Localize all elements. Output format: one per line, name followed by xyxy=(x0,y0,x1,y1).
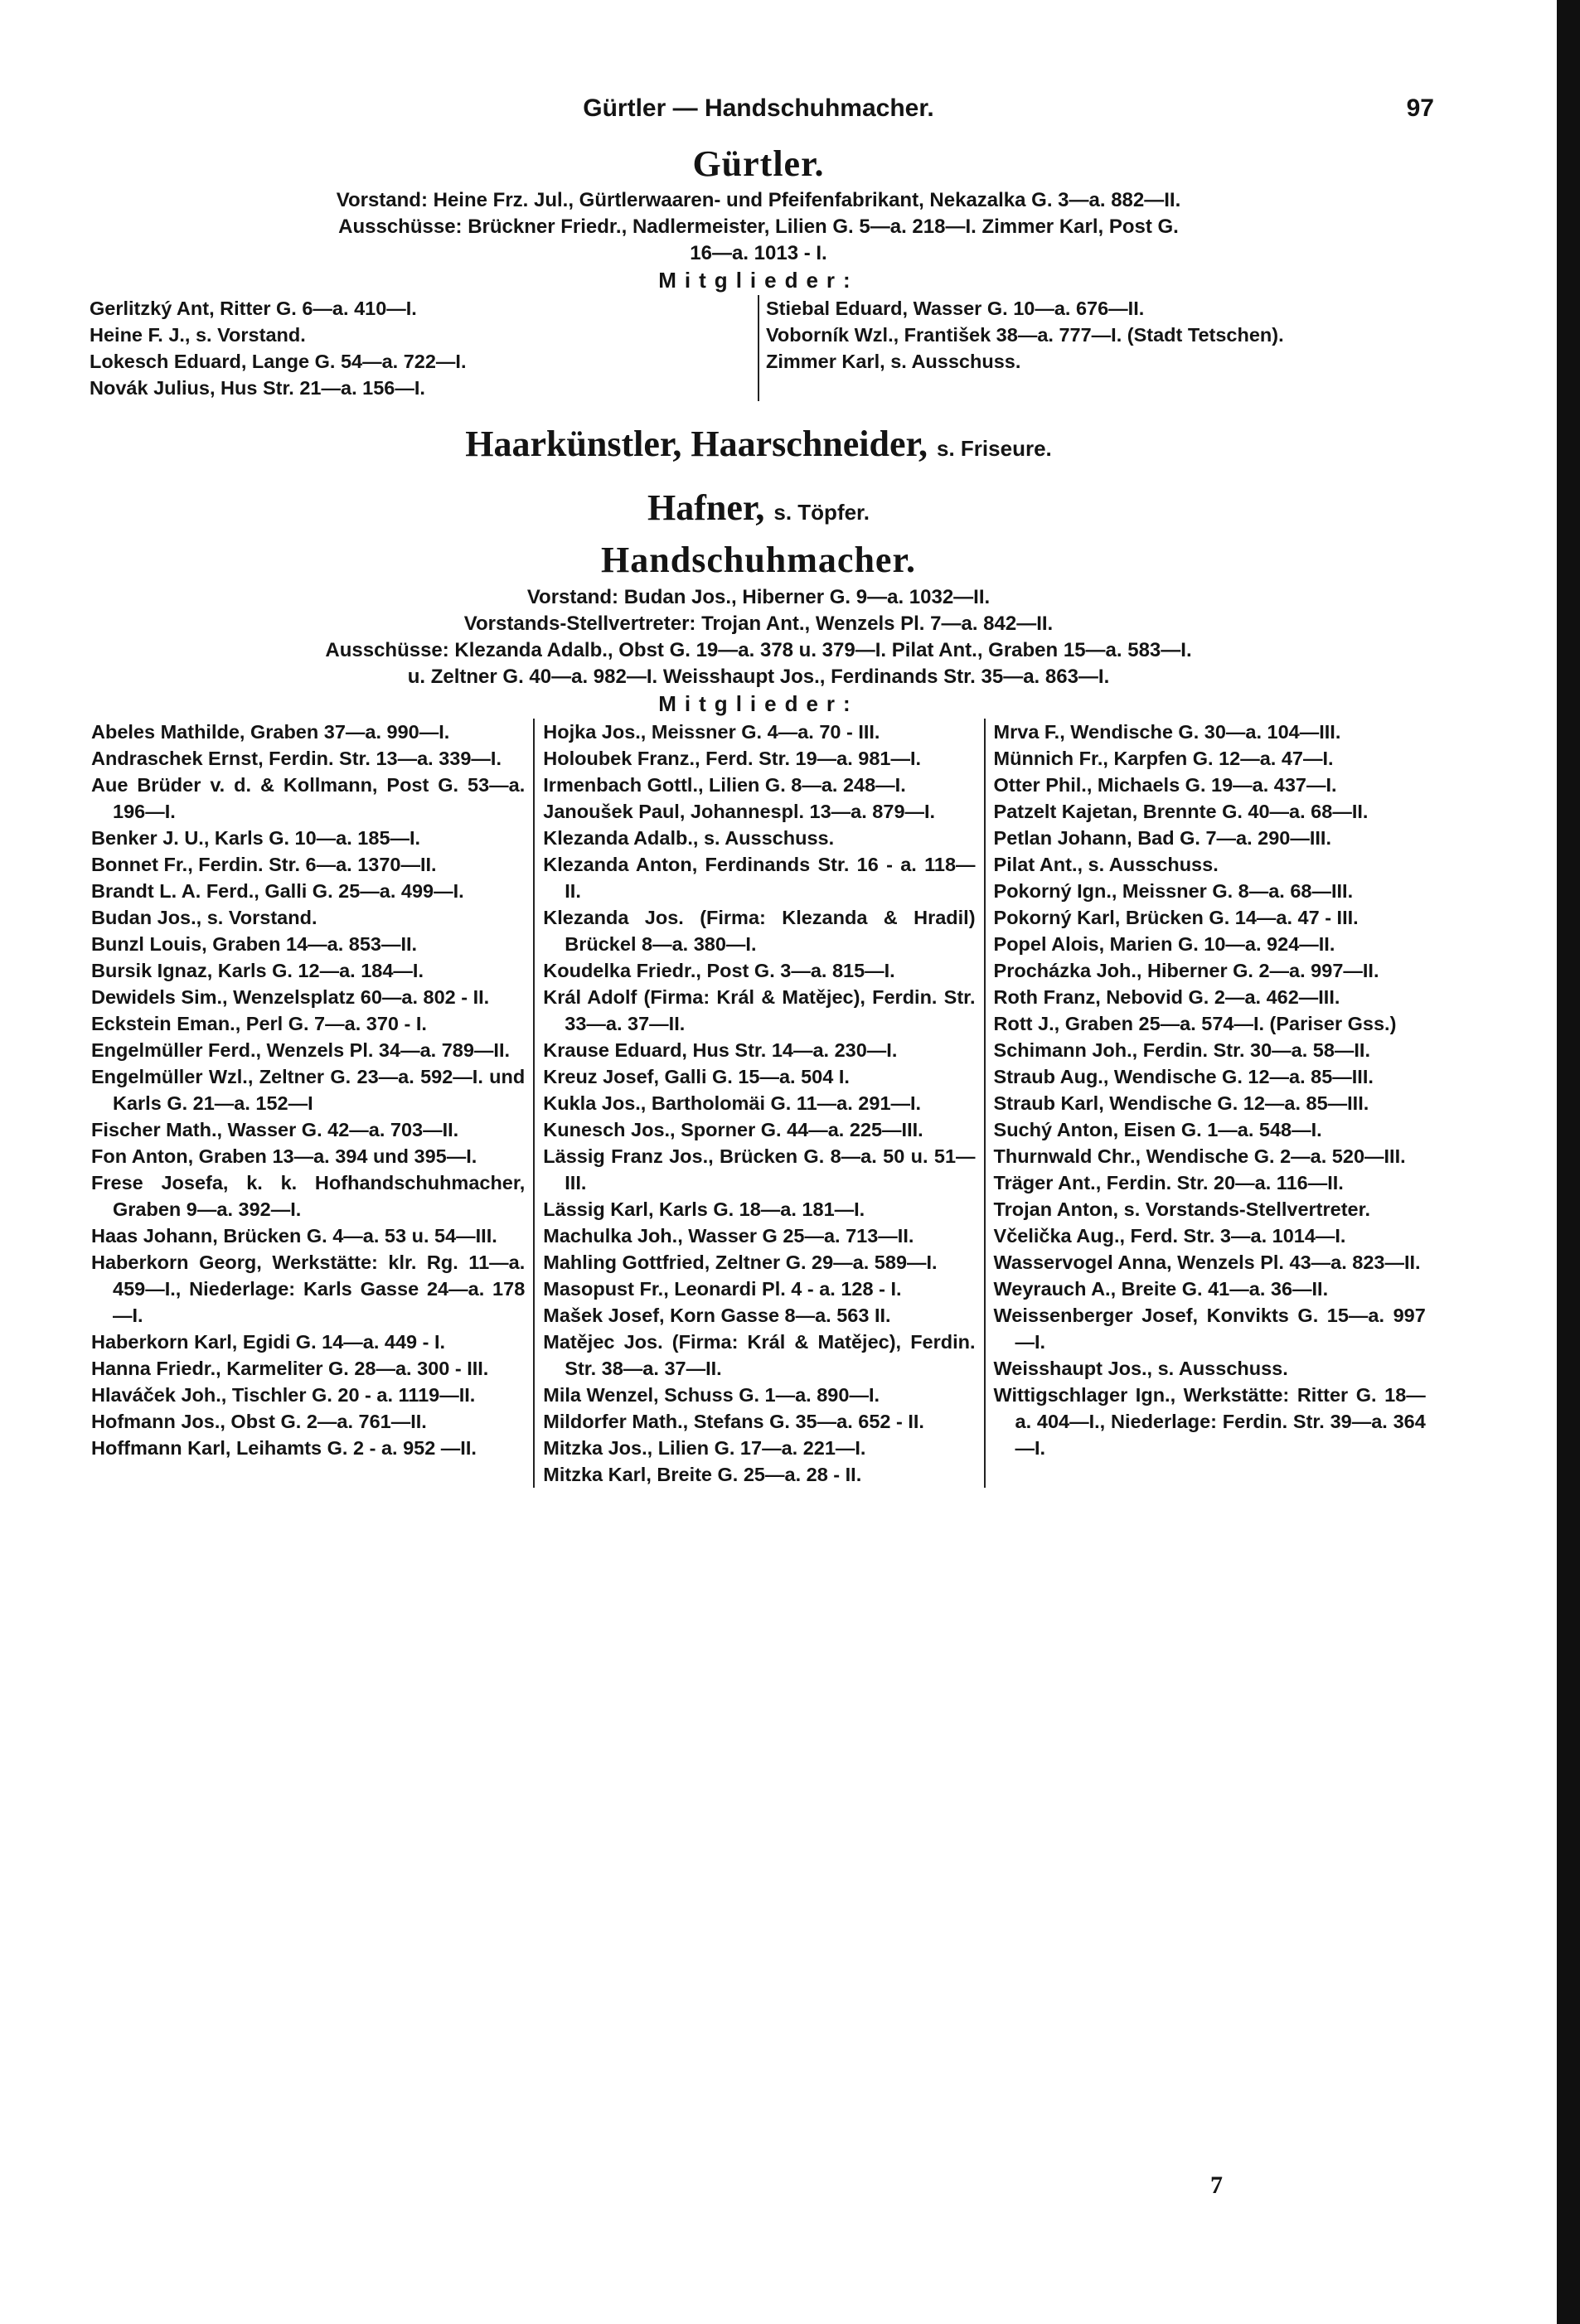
list-item: Včelička Aug., Ferd. Str. 3—a. 1014—I. xyxy=(993,1224,1346,1247)
cross-reference-target: s. Friseure. xyxy=(937,436,1052,462)
list-item: Weyrauch A., Breite G. 41—a. 36—II. xyxy=(993,1277,1329,1300)
list-item: Mitzka Jos., Lilien G. 17—a. 221—I. xyxy=(543,1436,866,1459)
list-item: Mahling Gottfried, Zeltner G. 29—a. 589—I. xyxy=(543,1251,938,1273)
members-column-3 xyxy=(984,719,1434,1488)
list-item: Král Adolf (Firma: Král & Matějec), Ferdin. Str. 33—a. 37—II. xyxy=(543,985,976,1034)
list-item: Hojka Jos., Meissner G. 4—a. 70 - III. xyxy=(543,720,880,743)
list-item: Procházka Joh., Hiberner G. 2—a. 997—II. xyxy=(993,959,1379,981)
section-handschuhmacher xyxy=(83,540,1434,1487)
cross-reference-target: s. Töpfer. xyxy=(773,500,870,525)
list-item: Patzelt Kajetan, Brennte G. 40—a. 68—II. xyxy=(993,800,1369,822)
list-item: Klezanda Anton, Ferdinands Str. 16 - a. 118—II. xyxy=(543,853,976,902)
list-item: Haberkorn Karl, Egidi G. 14—a. 449 - I. xyxy=(91,1330,446,1353)
list-item: Holoubek Franz., Ferd. Str. 19—a. 981—I. xyxy=(543,747,922,769)
list-item: Fon Anton, Graben 13—a. 394 und 395—I. xyxy=(91,1145,477,1167)
list-item: Koudelka Friedr., Post G. 3—a. 815—I. xyxy=(543,959,895,981)
list-item: Wittigschlager Ign., Werkstätte: Ritter G. 18—a. 404—I., Niederlage: Ferdin. Str. 39—a. 364—I. xyxy=(993,1383,1426,1459)
page-edge-shadow xyxy=(1557,0,1580,2324)
list-item: Benker J. U., Karls G. 10—a. 185—I. xyxy=(91,826,421,849)
members-column-1 xyxy=(83,719,533,1488)
list-item: Mašek Josef, Korn Gasse 8—a. 563 II. xyxy=(543,1304,891,1326)
list-item: Mildorfer Math., Stefans G. 35—a. 652 - II. xyxy=(543,1410,924,1432)
section-title: Handschuhmacher. xyxy=(601,540,916,581)
list-item: Gerlitzký Ant, Ritter G. 6—a. 410—I. xyxy=(90,298,417,320)
members-label: Mitglieder: xyxy=(658,268,859,293)
list-item: Heine F. J., s. Vorstand. xyxy=(90,324,306,346)
list-item: Hlaváček Joh., Tischler G. 20 - a. 1119—II. xyxy=(91,1383,476,1406)
members-column-2 xyxy=(533,719,983,1488)
list-item: Lässig Franz Jos., Brücken G. 8—a. 50 u. 51—III. xyxy=(543,1145,976,1193)
list-item: Klezanda Adalb., s. Ausschuss. xyxy=(543,826,835,849)
list-item: Dewidels Sim., Wenzelsplatz 60—a. 802 - II. xyxy=(91,985,490,1008)
members-columns xyxy=(83,295,1434,401)
list-item: Haberkorn Georg, Werkstätte: klr. Rg. 11—a. 459—I., Niederlage: Karls Gasse 24—a. 178—I. xyxy=(91,1251,526,1326)
list-item: Aue Brüder v. d. & Kollmann, Post G. 53—a. 196—I. xyxy=(91,773,526,822)
intro-line: Ausschüsse: Klezanda Adalb., Obst G. 19—a. 378 u. 379—I. Pilat Ant., Graben 15—a. 583—I. xyxy=(325,638,1192,661)
page-number: 97 xyxy=(1406,94,1434,122)
list-item: Novák Julius, Hus Str. 21—a. 156—I. xyxy=(90,377,425,399)
list-item: Budan Jos., s. Vorstand. xyxy=(91,906,317,928)
list-item: Otter Phil., Michaels G. 19—a. 437—I. xyxy=(993,773,1337,796)
list-item: Kukla Jos., Bartholomäi G. 11—a. 291—I. xyxy=(543,1092,922,1114)
signature-mark: 7 xyxy=(1210,2171,1223,2199)
list-item: Bunzl Louis, Graben 14—a. 853—II. xyxy=(91,932,418,955)
running-title: Gürtler — Handschuhmacher. xyxy=(583,94,934,122)
list-item: Wasservogel Anna, Wenzels Pl. 43—a. 823—II. xyxy=(993,1251,1421,1273)
intro-line: Vorstand: Budan Jos., Hiberner G. 9—a. 1032—II. xyxy=(526,585,991,608)
cross-reference-haarkuenstler xyxy=(83,423,1434,465)
list-item: Pokorný Karl, Brücken G. 14—a. 47 - III. xyxy=(993,906,1359,928)
list-item: Münnich Fr., Karpfen G. 12—a. 47—I. xyxy=(993,747,1334,769)
list-item: Mrva F., Wendische G. 30—a. 104—III. xyxy=(993,720,1341,743)
section-title: Gürtler. xyxy=(692,143,825,184)
list-item: Suchý Anton, Eisen G. 1—a. 548—I. xyxy=(993,1118,1322,1140)
list-item: Bonnet Fr., Ferdin. Str. 6—a. 1370—II. xyxy=(91,853,437,875)
members-column-left xyxy=(83,295,758,401)
list-item: Stiebal Eduard, Wasser G. 10—a. 676—II. xyxy=(766,298,1145,320)
list-item: Straub Aug., Wendische G. 12—a. 85—III. xyxy=(993,1065,1374,1087)
list-item: Andraschek Ernst, Ferdin. Str. 13—a. 339—I. xyxy=(91,747,502,769)
list-item: Klezanda Jos. (Firma: Klezanda & Hradil) Brückel 8—a. 380—I. xyxy=(543,906,976,955)
list-item: Kunesch Jos., Sporner G. 44—a. 225—III. xyxy=(543,1118,923,1140)
list-item: Brandt L. A. Ferd., Galli G. 25—a. 499—I. xyxy=(91,879,464,902)
list-item: Trojan Anton, s. Vorstands-Stellvertreter. xyxy=(993,1198,1370,1220)
list-item: Haas Johann, Brücken G. 4—a. 53 u. 54—III. xyxy=(91,1224,497,1247)
list-item: Träger Ant., Ferdin. Str. 20—a. 116—II. xyxy=(993,1171,1344,1193)
list-item: Straub Karl, Wendische G. 12—a. 85—III. xyxy=(993,1092,1369,1114)
running-header xyxy=(83,83,1434,133)
intro-line: Vorstand: Heine Frz. Jul., Gürtlerwaaren- und Pfeifenfabrikant, Nekazalka G. 3—a. 882—II. xyxy=(336,189,1181,212)
list-item: Petlan Johann, Bad G. 7—a. 290—III. xyxy=(993,826,1331,849)
list-item: Frese Josefa, k. k. Hofhandschuhmacher, Graben 9—a. 392—I. xyxy=(91,1171,526,1220)
list-item: Lässig Karl, Karls G. 18—a. 181—I. xyxy=(543,1198,865,1220)
list-item: Krause Eduard, Hus Str. 14—a. 230—I. xyxy=(543,1039,898,1061)
intro-line: Ausschüsse: Brückner Friedr., Nadlermeister, Lilien G. 5—a. 218—I. Zimmer Karl, Post G. xyxy=(338,215,1179,239)
list-item: Eckstein Eman., Perl G. 7—a. 370 - I. xyxy=(91,1012,427,1034)
list-item: Matějec Jos. (Firma: Král & Matějec), Ferdin. Str. 38—a. 37—II. xyxy=(543,1330,976,1379)
list-item: Weissenberger Josef, Konvikts G. 15—a. 997—I. xyxy=(993,1304,1426,1353)
list-item: Mila Wenzel, Schuss G. 1—a. 890—I. xyxy=(543,1383,880,1406)
cross-reference-title: Haarkünstler, Haarschneider, xyxy=(465,424,928,465)
document-page xyxy=(83,83,1434,2304)
list-item: Janoušek Paul, Johannespl. 13—a. 879—I. xyxy=(543,800,936,822)
list-item: Hofmann Jos., Obst G. 2—a. 761—II. xyxy=(91,1410,427,1432)
members-columns xyxy=(83,719,1434,1488)
members-label: Mitglieder: xyxy=(658,690,859,716)
cross-reference-hafner xyxy=(83,487,1434,529)
list-item: Abeles Mathilde, Graben 37—a. 990—I. xyxy=(91,720,450,743)
cross-reference-title: Hafner, xyxy=(647,487,765,529)
list-item: Pokorný Ign., Meissner G. 8—a. 68—III. xyxy=(993,879,1354,902)
list-item: Engelmüller Wzl., Zeltner G. 23—a. 592—I. und Karls G. 21—a. 152—I xyxy=(91,1065,526,1114)
intro-line: Vorstands-Stellvertreter: Trojan Ant., Wenzels Pl. 7—a. 842—II. xyxy=(463,612,1054,635)
list-item: Fischer Math., Wasser G. 42—a. 703—II. xyxy=(91,1118,459,1140)
list-item: Popel Alois, Marien G. 10—a. 924—II. xyxy=(993,932,1335,955)
list-item: Machulka Joh., Wasser G 25—a. 713—II. xyxy=(543,1224,914,1247)
section-guertler xyxy=(83,144,1434,401)
list-item: Pilat Ant., s. Ausschuss. xyxy=(993,853,1219,875)
list-item: Thurnwald Chr., Wendische G. 2—a. 520—III. xyxy=(993,1145,1406,1167)
list-item: Irmenbach Gottl., Lilien G. 8—a. 248—I. xyxy=(543,773,906,796)
list-item: Rott J., Graben 25—a. 574—I. (Pariser Gss.) xyxy=(993,1012,1397,1034)
list-item: Voborník Wzl., František 38—a. 777—I. (Stadt Tetschen). xyxy=(766,324,1284,346)
list-item: Lokesch Eduard, Lange G. 54—a. 722—I. xyxy=(90,351,467,373)
intro-line: u. Zeltner G. 40—a. 982—I. Weisshaupt Jos., Ferdinands Str. 35—a. 863—I. xyxy=(407,665,1110,688)
list-item: Bursik Ignaz, Karls G. 12—a. 184—I. xyxy=(91,959,424,981)
list-item: Hoffmann Karl, Leihamts G. 2 - a. 952 —II. xyxy=(91,1436,477,1459)
members-column-right xyxy=(758,295,1434,401)
list-item: Mitzka Karl, Breite G. 25—a. 28 - II. xyxy=(543,1463,862,1485)
intro-line: 16—a. 1013 - I. xyxy=(690,242,827,265)
list-item: Masopust Fr., Leonardi Pl. 4 - a. 128 - I. xyxy=(543,1277,902,1300)
list-item: Roth Franz, Nebovid G. 2—a. 462—III. xyxy=(993,985,1340,1008)
list-item: Zimmer Karl, s. Ausschuss. xyxy=(766,351,1021,373)
list-item: Schimann Joh., Ferdin. Str. 30—a. 58—II. xyxy=(993,1039,1370,1061)
list-item: Weisshaupt Jos., s. Ausschuss. xyxy=(993,1357,1288,1379)
list-item: Kreuz Josef, Galli G. 15—a. 504 I. xyxy=(543,1065,850,1087)
list-item: Hanna Friedr., Karmeliter G. 28—a. 300 - III. xyxy=(91,1357,489,1379)
list-item: Engelmüller Ferd., Wenzels Pl. 34—a. 789—II. xyxy=(91,1039,510,1061)
